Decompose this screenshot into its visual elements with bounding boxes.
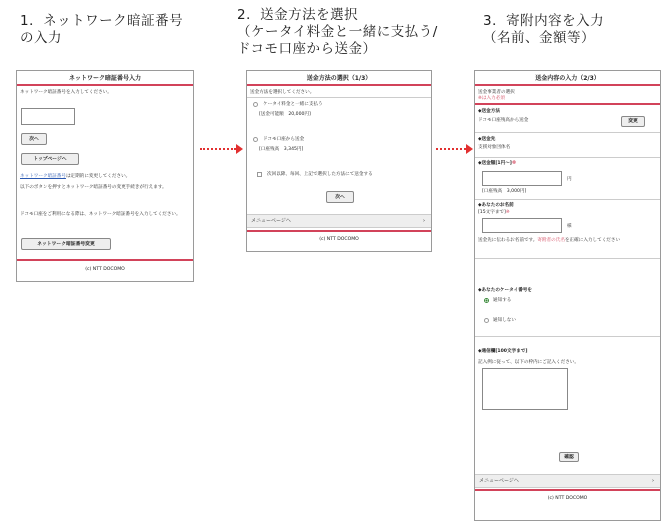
change-password-button[interactable]: ネットワーク暗証番号変更: [21, 238, 111, 250]
next-step-arrow-icon: [200, 145, 244, 153]
required-mark: ※: [511, 161, 517, 166]
section-divider: [475, 103, 660, 105]
divider: [475, 157, 660, 158]
divider: [475, 258, 660, 259]
step1-caption: [20, 13, 210, 47]
menu-label: メニューページへ: [251, 218, 291, 224]
chevron-right-icon: ›: [423, 218, 425, 224]
chevron-right-icon: ›: [652, 478, 654, 484]
remember-choice-checkbox[interactable]: [257, 172, 262, 177]
step3-caption-line: 3．寄附内容を入力: [483, 13, 605, 29]
menu-page-link[interactable]: [247, 214, 431, 228]
option-phone-bill-detail: [送金可能額 20,000円]: [259, 112, 311, 117]
name-input[interactable]: [482, 218, 562, 233]
step3-caption-line: （名前、金額等）: [483, 30, 595, 46]
next-button[interactable]: 次へ: [326, 191, 354, 203]
arrow-dots: [200, 148, 236, 150]
arrow-head: [236, 144, 243, 154]
option-docomo-account-radio[interactable]: [253, 137, 258, 142]
confirm-button[interactable]: 確認: [559, 452, 579, 462]
screen1-change-info: 以下のボタンを押すとネットワーク暗証番号の変更手続きが行えます。: [20, 185, 167, 190]
screen1-title: ネットワーク暗証番号入力: [17, 71, 193, 86]
recipient-label: ◆送金先: [478, 137, 496, 142]
step1-caption-line: の入力: [20, 30, 62, 46]
notify-yes-label: 通知する: [493, 298, 512, 303]
screen3-copyright: (c) NTT DOCOMO: [547, 496, 588, 501]
next-step-arrow-icon: [436, 145, 474, 153]
balance-text: [口座残高 3,000円]: [482, 189, 527, 194]
amount-input[interactable]: [482, 171, 562, 186]
required-mark: ※: [505, 210, 510, 215]
step2-caption-line: （ケータイ料金と一緒に支払う/: [237, 24, 438, 40]
notice-rest-text: は定期的に変更してください。: [65, 174, 131, 179]
menu-label: メニューページへ: [479, 478, 519, 484]
top-page-button[interactable]: トップページへ: [21, 153, 79, 165]
name-label: ◆あなたのお名前: [478, 203, 514, 208]
screen3-title: 送金内容の入力（2/3）: [475, 71, 660, 86]
screen1-instruction: ネットワーク暗証番号を入力してください。: [20, 90, 112, 95]
method-label: ◆送金方法: [478, 109, 500, 114]
step2-caption-line: ドコモ口座から送金）: [237, 41, 377, 57]
option-phone-bill-radio[interactable]: [253, 102, 258, 107]
name-note-post: を正確に入力してください: [564, 238, 621, 243]
screen1-notice: [20, 174, 130, 180]
screen-password-entry: [16, 70, 194, 282]
step2-caption: [237, 7, 467, 58]
name-sub-text: [15文字まで]: [478, 210, 506, 215]
menu-page-link[interactable]: [475, 474, 660, 488]
divider: [475, 132, 660, 133]
screen-payment-method: [246, 70, 432, 252]
amount-label-text: ◆送金額[1円～]: [478, 161, 512, 166]
name-suffix: 様: [567, 224, 572, 229]
footer-divider: [475, 489, 660, 491]
recipient-value: 支援対象団体名: [478, 145, 511, 150]
divider: [475, 199, 660, 200]
name-sub-label: [478, 210, 510, 216]
footer-divider: [247, 230, 431, 232]
remember-choice-label: 次回以降、毎回、上記で選択した方法にて送金する: [267, 172, 373, 177]
screen1-docomo-info: ドコモ口座をご利用になる際は、ネットワーク暗証番号を入力してください。: [20, 212, 181, 217]
name-note-emphasis: 寄附者の氏名: [537, 238, 565, 243]
notify-no-radio[interactable]: [484, 318, 489, 323]
password-input[interactable]: [21, 108, 75, 125]
option-docomo-account-detail: [口座残高 3,345円]: [259, 147, 304, 152]
message-textarea[interactable]: [482, 368, 568, 410]
method-value: ドコモ口座残高から送金: [478, 118, 529, 123]
change-method-button[interactable]: 変更: [621, 116, 645, 127]
step3-caption: [483, 13, 663, 47]
screen2-copyright: (c) NTT DOCOMO: [319, 237, 359, 242]
notify-yes-radio[interactable]: [484, 298, 489, 303]
message-label: ◆通信欄[100文字まで]: [478, 349, 528, 354]
option-docomo-account-label: ドコモ口座から送金: [263, 137, 305, 142]
message-hint: 記入例に従って、以下の枠内にご記入ください。: [478, 360, 579, 365]
name-note: [478, 238, 620, 244]
screen2-title: 送金方法の選択（1/3）: [247, 71, 431, 86]
password-notice-link[interactable]: ネットワーク暗証番号: [20, 174, 66, 179]
screen-donation-details: [474, 70, 661, 521]
footer-divider: [17, 259, 193, 261]
arrow-dots: [436, 148, 466, 150]
option-phone-bill-label: ケータイ料金と一緒に支払う: [263, 102, 323, 107]
screen3-header-line: 送金事業者の選択: [478, 90, 515, 95]
notify-no-label: 通知しない: [493, 318, 516, 323]
name-note-pre: 送金先に伝わるお名前です。: [478, 238, 538, 243]
screen2-instruction: 送金方法を選択してください。: [250, 90, 315, 95]
divider: [247, 97, 431, 98]
divider: [475, 336, 660, 337]
amount-label: [478, 161, 516, 167]
required-note: ※は入力必須: [478, 96, 505, 101]
step1-caption-line: 1．ネットワーク暗証番号: [20, 13, 184, 29]
arrow-head: [466, 144, 473, 154]
phone-notify-label: ◆あなたのケータイ番号を: [478, 288, 532, 293]
screen1-copyright: (c) NTT DOCOMO: [85, 267, 125, 272]
yen-unit: 円: [567, 177, 572, 182]
next-button[interactable]: 次へ: [21, 133, 47, 145]
step2-caption-line: 2．送金方法を選択: [237, 7, 359, 23]
